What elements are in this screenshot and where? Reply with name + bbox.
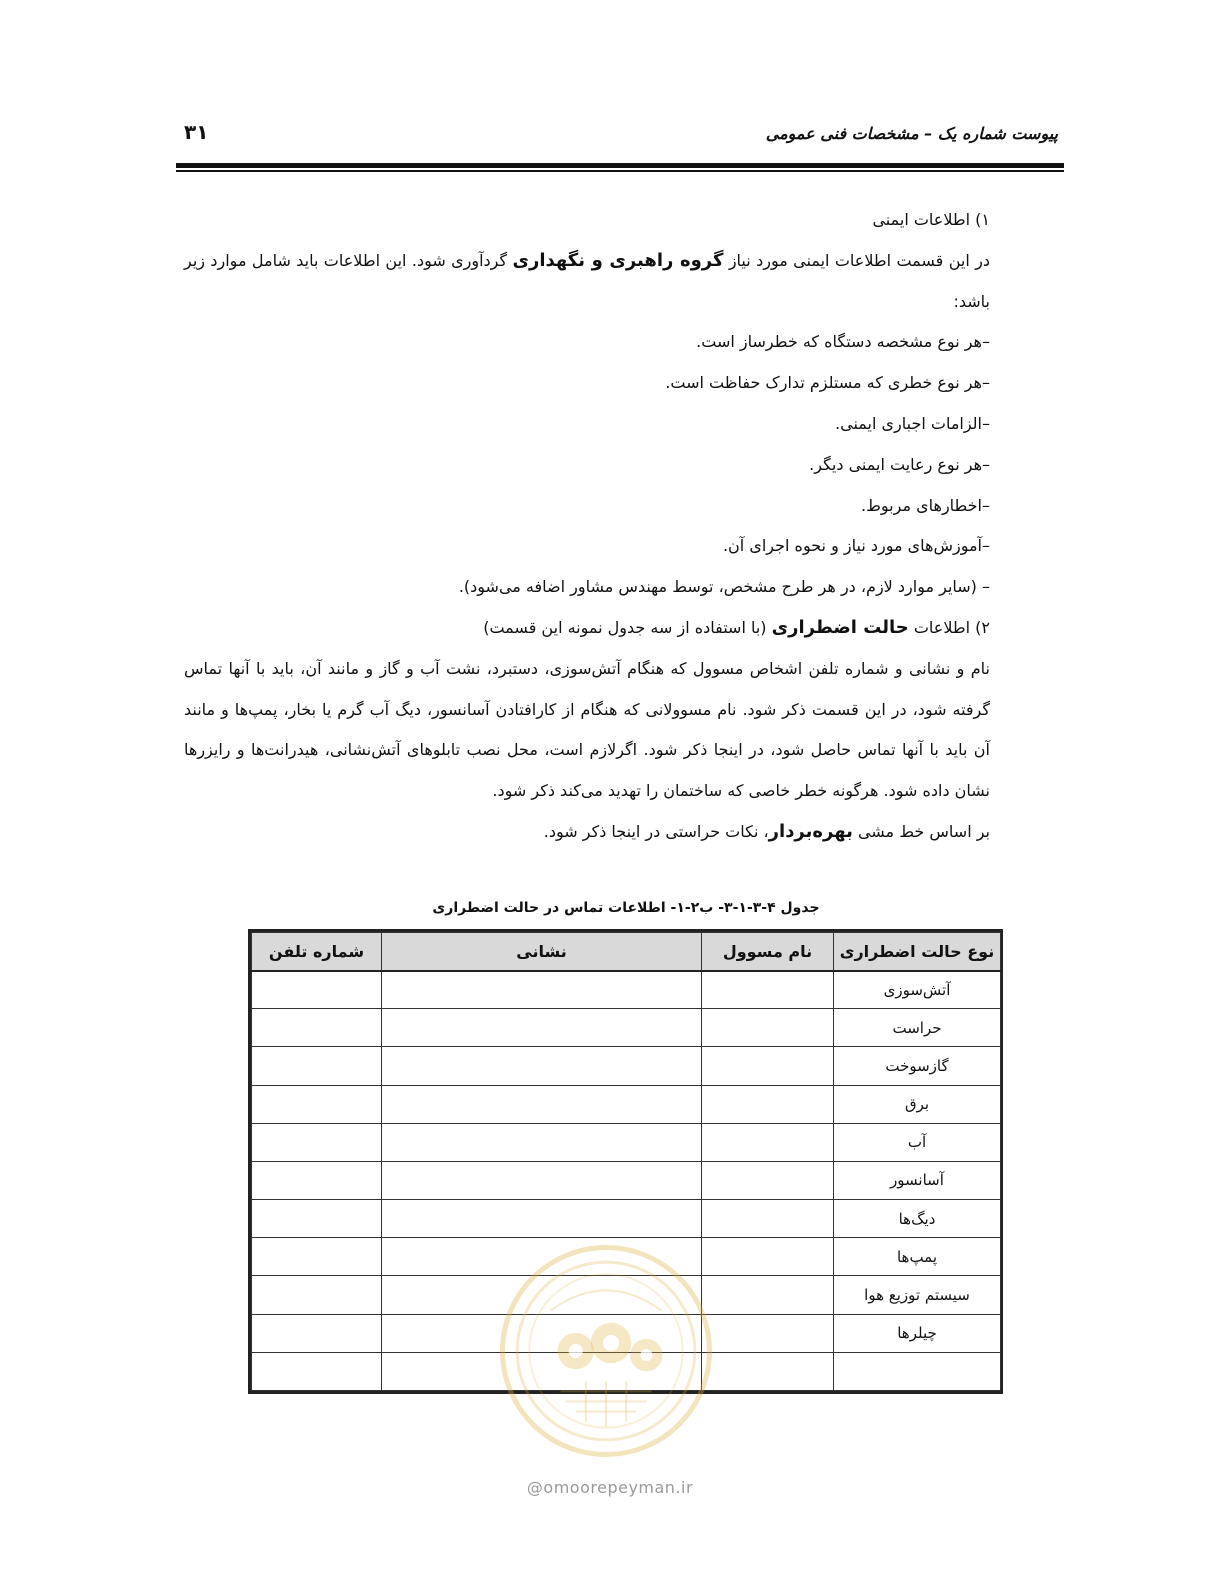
phone-cell bbox=[252, 1123, 382, 1161]
list-item: –هر نوع مشخصه دستگاه که خطرساز است. bbox=[696, 332, 990, 352]
emergency-type-cell: برق bbox=[834, 1085, 1001, 1123]
section1-heading: ۱) اطلاعات ایمنی bbox=[872, 210, 990, 229]
list-item: –هر نوع رعایت ایمنی دیگر. bbox=[809, 454, 990, 474]
table-caption: جدول ۴-۳-۱-۳- ب۲-۱- اطلاعات تماس در حالت اضطراری bbox=[432, 900, 820, 916]
table-row bbox=[252, 1009, 1001, 1047]
emergency-type-cell: آسانسور bbox=[834, 1161, 1001, 1199]
emergency-type-cell: گازسوخت bbox=[834, 1047, 1001, 1085]
emergency-type-cell: آب bbox=[834, 1123, 1001, 1161]
table-row bbox=[252, 1276, 1001, 1314]
emergency-type-cell: سیستم توزیع هوا bbox=[834, 1276, 1001, 1314]
table-row bbox=[252, 1123, 1001, 1161]
address-cell bbox=[382, 1314, 702, 1352]
operator-term: بهره‌بردار bbox=[768, 820, 853, 842]
list-item: –الزامات اجباری ایمنی. bbox=[835, 413, 990, 433]
name-cell bbox=[702, 1123, 834, 1161]
address-cell bbox=[382, 1352, 702, 1390]
address-cell bbox=[382, 1200, 702, 1238]
table-row bbox=[252, 1161, 1001, 1199]
header-phone: شماره تلفن bbox=[252, 933, 382, 971]
name-cell bbox=[702, 1009, 834, 1047]
phone-cell bbox=[252, 1161, 382, 1199]
name-cell bbox=[702, 1085, 834, 1123]
section2-heading: ۲) اطلاعات حالت اضطراری (با استفاده از سه جدول نمونه این قسمت) bbox=[483, 616, 990, 638]
operations-group-term: گروه راهبری و نگهداری bbox=[512, 249, 724, 271]
header-rule-thick bbox=[176, 163, 1064, 168]
table-row bbox=[252, 1314, 1001, 1352]
emergency-term: حالت اضطراری bbox=[771, 616, 909, 638]
phone-cell bbox=[252, 1009, 382, 1047]
table-row bbox=[252, 1352, 1001, 1390]
name-cell bbox=[702, 971, 834, 1009]
emergency-contacts-table bbox=[248, 929, 1003, 1394]
section2-guard-note: بر اساس خط مشی بهره‌بردار، نکات حراستی در اینجا ذکر شود. bbox=[543, 820, 990, 842]
name-cell bbox=[702, 1276, 834, 1314]
table-row bbox=[252, 1047, 1001, 1085]
name-cell bbox=[702, 1314, 834, 1352]
list-item: –آموزش‌های مورد نیاز و نحوه اجرای آن. bbox=[722, 536, 990, 556]
emergency-type-cell: آتش‌سوزی bbox=[834, 971, 1001, 1009]
name-cell bbox=[702, 1047, 834, 1085]
document-body bbox=[184, 200, 990, 853]
table-row bbox=[252, 1085, 1001, 1123]
table-row bbox=[252, 1200, 1001, 1238]
address-cell bbox=[382, 1238, 702, 1276]
emergency-type-cell: حراست bbox=[834, 1009, 1001, 1047]
header-address: نشانی bbox=[382, 933, 702, 971]
page-header bbox=[176, 118, 1064, 154]
header-rule-thin bbox=[176, 170, 1064, 172]
name-cell bbox=[702, 1238, 834, 1276]
phone-cell bbox=[252, 1352, 382, 1390]
section2-paragraph: نام و نشانی و شماره تلفن اشخاص مسوول که هنگام آتش‌سوزی، دستبرد، نشت آب و گاز و مانند آن، باید با آنها تماس گرفته شود، در این قسمت ذکر شود. نام مسوولانی که هنگام از کارافتادن آسانسور، دیگ آب گرم یا بخار، پمپ‌ها و مانند آن باید با آنها تماس حاصل شود، در اینجا ذکر شود. اگرلازم است، محل نصب تابلوهای آتش‌نشانی، هیدرانت‌ها و رایزرها نشان داده شود. هرگونه خطر خاصی که ساختمان را تهدید می‌کند ذکر شود. bbox=[184, 658, 990, 801]
section1-intro: در این قسمت اطلاعات ایمنی مورد نیاز گروه راهبری و نگهداری گردآوری شود. این اطلاعات باید شامل موارد زیر باشد: bbox=[184, 249, 991, 311]
name-cell bbox=[702, 1200, 834, 1238]
address-cell bbox=[382, 1085, 702, 1123]
emergency-type-cell: پمپ‌ها bbox=[834, 1238, 1001, 1276]
phone-cell bbox=[252, 1314, 382, 1352]
address-cell bbox=[382, 971, 702, 1009]
watermark-site-text: @omoorepeyman.ir bbox=[526, 1478, 694, 1497]
list-item: –هر نوع خطری که مستلزم تدارک حفاظت است. bbox=[665, 373, 990, 393]
name-cell bbox=[702, 1352, 834, 1390]
list-item: – (سایر موارد لازم، در هر طرح مشخص، توسط مهندس مشاور اضافه می‌شود). bbox=[458, 577, 990, 597]
header-title: پیوست شماره یک – مشخصات فنی عمومی bbox=[765, 124, 1058, 143]
phone-cell bbox=[252, 971, 382, 1009]
header-responsible-name: نام مسوول bbox=[702, 933, 834, 971]
table-row bbox=[252, 1238, 1001, 1276]
header-emergency-type: نوع حالت اضطراری bbox=[834, 933, 1001, 971]
emergency-type-cell bbox=[834, 1352, 1001, 1390]
phone-cell bbox=[252, 1047, 382, 1085]
emergency-type-cell: دیگ‌ها bbox=[834, 1200, 1001, 1238]
table-header-row bbox=[252, 933, 1001, 971]
phone-cell bbox=[252, 1085, 382, 1123]
page-number: ۳۱ bbox=[184, 120, 209, 144]
phone-cell bbox=[252, 1200, 382, 1238]
phone-cell bbox=[252, 1238, 382, 1276]
list-item: –اخطارهای مربوط. bbox=[861, 495, 990, 515]
emergency-type-cell: چیلرها bbox=[834, 1314, 1001, 1352]
phone-cell bbox=[252, 1276, 382, 1314]
safety-items-list bbox=[184, 322, 990, 608]
table-row bbox=[252, 971, 1001, 1009]
address-cell bbox=[382, 1123, 702, 1161]
address-cell bbox=[382, 1276, 702, 1314]
address-cell bbox=[382, 1009, 702, 1047]
name-cell bbox=[702, 1161, 834, 1199]
address-cell bbox=[382, 1047, 702, 1085]
address-cell bbox=[382, 1161, 702, 1199]
